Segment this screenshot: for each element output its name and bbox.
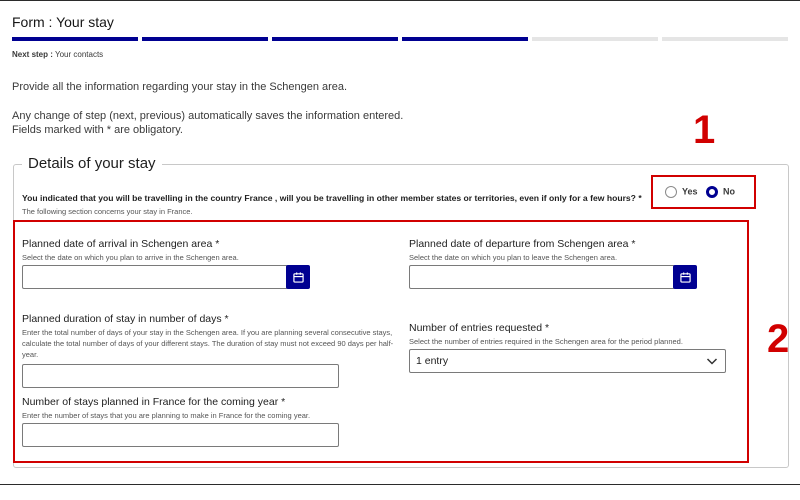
- annotation-box-1: [651, 175, 756, 209]
- form-title: Form : Your stay: [12, 14, 114, 30]
- radio-yes-label: Yes: [682, 186, 698, 197]
- departure-date-label: Planned date of departure from Schengen area *: [409, 238, 636, 250]
- step-bar-4: [402, 37, 528, 41]
- frame-top-border: [0, 0, 800, 1]
- next-step-label: Next step :: [12, 50, 53, 59]
- annotation-box-2: [13, 220, 749, 463]
- arrival-date-label: Planned date of arrival in Schengen area *: [22, 238, 220, 250]
- stays-label: Number of stays planned in France for the coming year *: [22, 396, 286, 408]
- step-bar-5: [532, 37, 658, 41]
- radio-no-label: No: [723, 186, 735, 197]
- intro-line-2: Any change of step (next, previous) automatically saves the information entered.: [12, 110, 404, 122]
- duration-label: Planned duration of stay in number of days *: [22, 313, 229, 325]
- frame-bottom-border: [0, 484, 800, 485]
- duration-hint: Enter the total number of days of your stay in the Schengen area. If you are planning several consecutive stays, calculate the total number of days of your different stays. The duration of stay must not exceed 90 days per half-year.: [22, 328, 394, 359]
- fieldset-legend: Details of your stay: [22, 155, 162, 172]
- step-bar-6: [662, 37, 788, 41]
- annotation-marker-1: 1: [693, 108, 716, 152]
- entries-hint: Select the number of entries required in the Schengen area for the period planned.: [409, 337, 683, 346]
- intro-line-1: Provide all the information regarding your stay in the Schengen area.: [12, 81, 348, 93]
- annotation-marker-2: 2: [767, 317, 790, 361]
- entries-select-value: 1 entry: [416, 355, 449, 367]
- departure-date-hint: Select the date on which you plan to leave the Schengen area.: [409, 253, 618, 262]
- next-step-value: Your contacts: [54, 50, 104, 59]
- entries-label: Number of entries requested *: [409, 322, 550, 334]
- arrival-date-hint: Select the date on which you plan to arrive in the Schengen area.: [22, 253, 239, 262]
- step-bar-1: [12, 37, 138, 41]
- next-step-indicator: [12, 50, 103, 59]
- other-states-question: You indicated that you will be travelling in the country France , will you be travelling in other member states or territories, even if only for a few hours? *: [22, 193, 642, 203]
- step-bar-2: [142, 37, 268, 41]
- intro-line-3: Fields marked with * are obligatory.: [12, 124, 183, 136]
- stays-hint: Enter the number of stays that you are planning to make in France for the coming year.: [22, 411, 311, 420]
- other-states-hint: The following section concerns your stay in France.: [22, 207, 193, 216]
- step-bar-3: [272, 37, 398, 41]
